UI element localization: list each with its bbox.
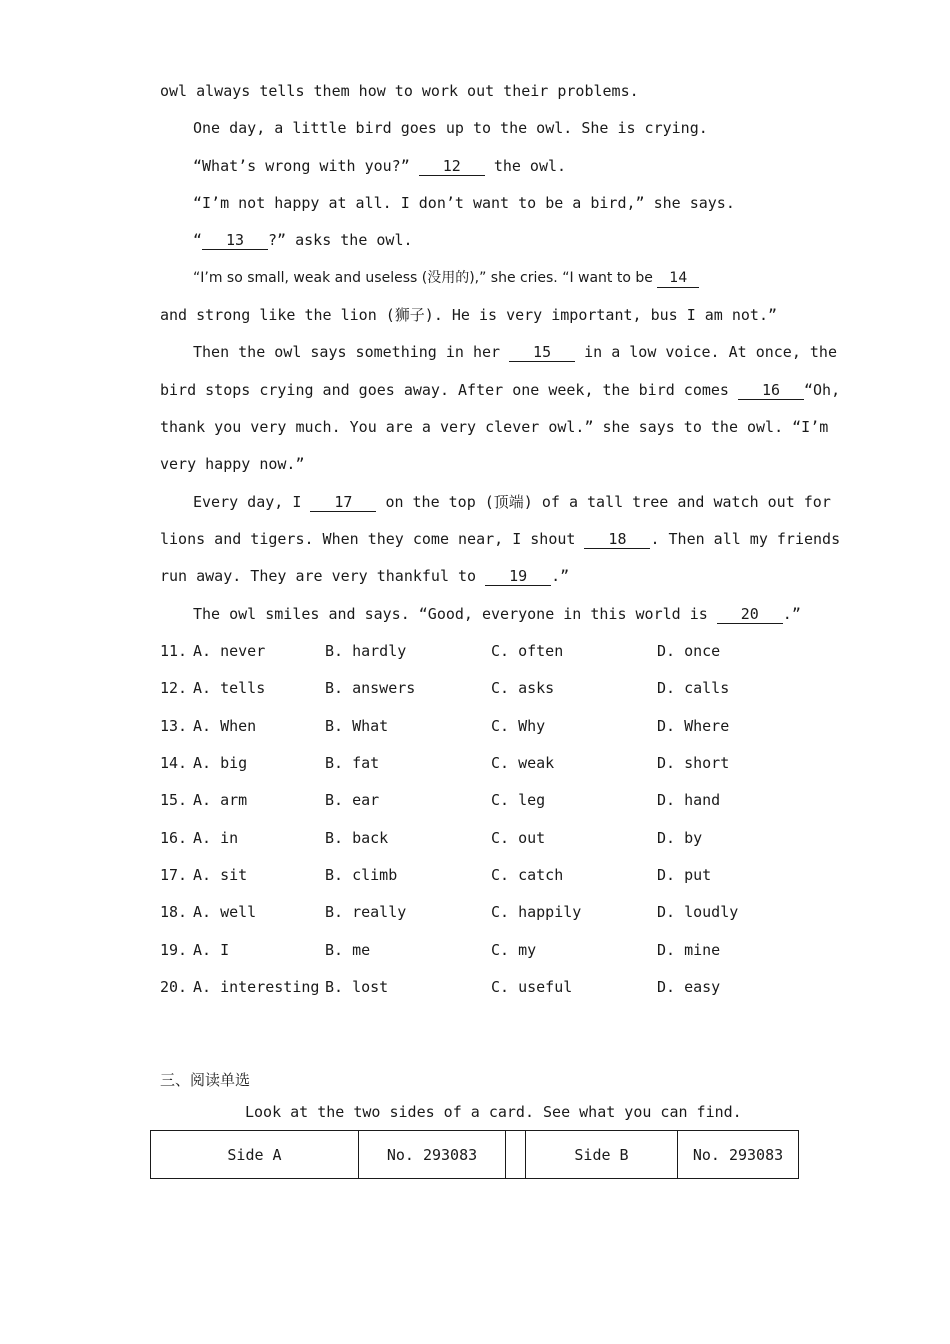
option-b: B. ear: [325, 791, 380, 809]
option-d: D. easy: [657, 978, 721, 996]
option-c: C. catch: [491, 866, 564, 884]
option-d: D. hand: [657, 791, 721, 809]
option-b: B. hardly: [325, 642, 407, 660]
passage-text: thank you very much. You are a very clever owl.” she says to the owl. “I’m: [160, 418, 829, 436]
passage-text: and strong like the lion (狮子). He is very important, bus I am not.”: [160, 306, 777, 324]
passage-text: “I’m not happy at all. I don’t want to be a bird,” she says.: [193, 194, 735, 212]
option-d: D. mine: [657, 941, 721, 959]
question-number: 20.: [160, 978, 188, 996]
passage-text: “What’s wrong with you?”: [193, 157, 410, 175]
passage-line: [193, 492, 831, 512]
option-c: C. out: [491, 829, 546, 847]
option-a: A. big: [193, 754, 248, 772]
option-b: B. lost: [325, 978, 389, 996]
card-side-b: Side B: [526, 1131, 678, 1178]
option-b: B. answers: [325, 679, 416, 697]
passage-line: [160, 380, 841, 400]
option-b: B. back: [325, 829, 389, 847]
option-d: D. once: [657, 642, 721, 660]
blank-20: 20: [717, 605, 783, 624]
passage-text: very happy now.”: [160, 455, 305, 473]
blank-19: 19: [485, 567, 551, 586]
passage-text: . Then all my friends: [650, 530, 841, 548]
passage-text: .”: [782, 605, 801, 623]
question-number: 15.: [160, 791, 188, 809]
passage-text: Every day, I: [193, 493, 302, 511]
option-a: A. in: [193, 829, 239, 847]
card-number-b: No. 293083: [692, 1145, 784, 1164]
option-c: C. useful: [491, 978, 573, 996]
passage-text: “Oh,: [803, 381, 841, 399]
passage-line: [160, 81, 790, 101]
passage-text: owl always tells them how to work out their problems.: [160, 82, 639, 100]
blank-15: 15: [509, 343, 575, 362]
option-c: C. weak: [491, 754, 555, 772]
passage-text: The owl smiles and says. “Good, everyone in this world is: [193, 605, 708, 623]
question-number: 18.: [160, 903, 188, 921]
option-d: D. short: [657, 754, 730, 772]
option-a: A. tells: [193, 679, 266, 697]
blank-17: 17: [310, 493, 376, 512]
option-b: B. What: [325, 717, 389, 735]
option-b: B. me: [325, 941, 371, 959]
option-d: D. Where: [657, 717, 730, 735]
question-number: 12.: [160, 679, 188, 697]
option-a: A. When: [193, 717, 257, 735]
option-a: A. arm: [193, 791, 248, 809]
question-number: 13.: [160, 717, 188, 735]
option-a: A. I: [193, 941, 230, 959]
card-number-a: No. 293083: [359, 1131, 506, 1178]
passage-text: in a low voice. At once, the: [584, 343, 837, 361]
question-number: 16.: [160, 829, 188, 847]
option-b: B. climb: [325, 866, 398, 884]
question-number: 14.: [160, 754, 188, 772]
passage-text: “I’m so small, weak and useless (没用的),” she cries. “I want to be: [193, 270, 653, 286]
passage-line: [193, 193, 790, 213]
passage-text: One day, a little bird goes up to the owl. She is crying.: [193, 119, 708, 137]
passage-text: the owl.: [493, 157, 567, 175]
passage-text: Then the owl says something in her: [193, 343, 501, 361]
option-b: B. really: [325, 903, 407, 921]
option-d: D. loudly: [657, 903, 739, 921]
blank-14: 14: [657, 269, 699, 288]
blank-12: 12: [419, 157, 485, 176]
passage-line: [160, 305, 790, 325]
section-intro: Look at the two sides of a card. See what you can find.: [245, 1103, 742, 1121]
passage-text: run away. They are very thankful to: [160, 567, 477, 585]
question-number: 17.: [160, 866, 188, 884]
option-c: C. asks: [491, 679, 555, 697]
passage-line: [193, 604, 801, 624]
option-b: B. fat: [325, 754, 380, 772]
passage-line: [193, 230, 790, 250]
section-title: 三、阅读单选: [160, 1071, 251, 1089]
passage-text: lions and tigers. When they come near, I shout: [160, 530, 576, 548]
question-number: 19.: [160, 941, 188, 959]
passage-line: [160, 454, 790, 474]
option-c: C. happily: [491, 903, 582, 921]
passage-line: [193, 156, 790, 176]
passage-text: .”: [551, 567, 570, 585]
card-table: [150, 1130, 799, 1179]
blank-16: 16: [738, 381, 804, 400]
passage-line: [160, 529, 841, 549]
question-number: 11.: [160, 642, 188, 660]
option-a: A. sit: [193, 866, 248, 884]
option-c: C. leg: [491, 791, 546, 809]
option-a: A. never: [193, 642, 266, 660]
option-d: D. calls: [657, 679, 730, 697]
option-d: D. put: [657, 866, 712, 884]
option-a: A. well: [193, 903, 257, 921]
passage-line: [160, 417, 829, 437]
passage-line: [193, 268, 790, 288]
blank-18: 18: [584, 530, 650, 549]
option-d: D. by: [657, 829, 703, 847]
passage-text: on the top (顶端) of a tall tree and watch out for: [385, 493, 831, 511]
card-side-a: Side A: [151, 1131, 359, 1178]
passage-text: “: [193, 231, 203, 249]
option-c: C. often: [491, 642, 564, 660]
passage-line: [193, 342, 837, 362]
option-a: A. interesting: [193, 978, 320, 996]
passage-line: [193, 118, 790, 138]
passage-text: ?” asks the owl.: [268, 231, 413, 249]
passage-line: [160, 566, 790, 586]
passage-text: bird stops crying and goes away. After one week, the bird comes: [160, 381, 729, 399]
option-c: C. Why: [491, 717, 546, 735]
option-c: C. my: [491, 941, 537, 959]
card-divider: [506, 1131, 526, 1178]
blank-13: 13: [202, 231, 268, 250]
